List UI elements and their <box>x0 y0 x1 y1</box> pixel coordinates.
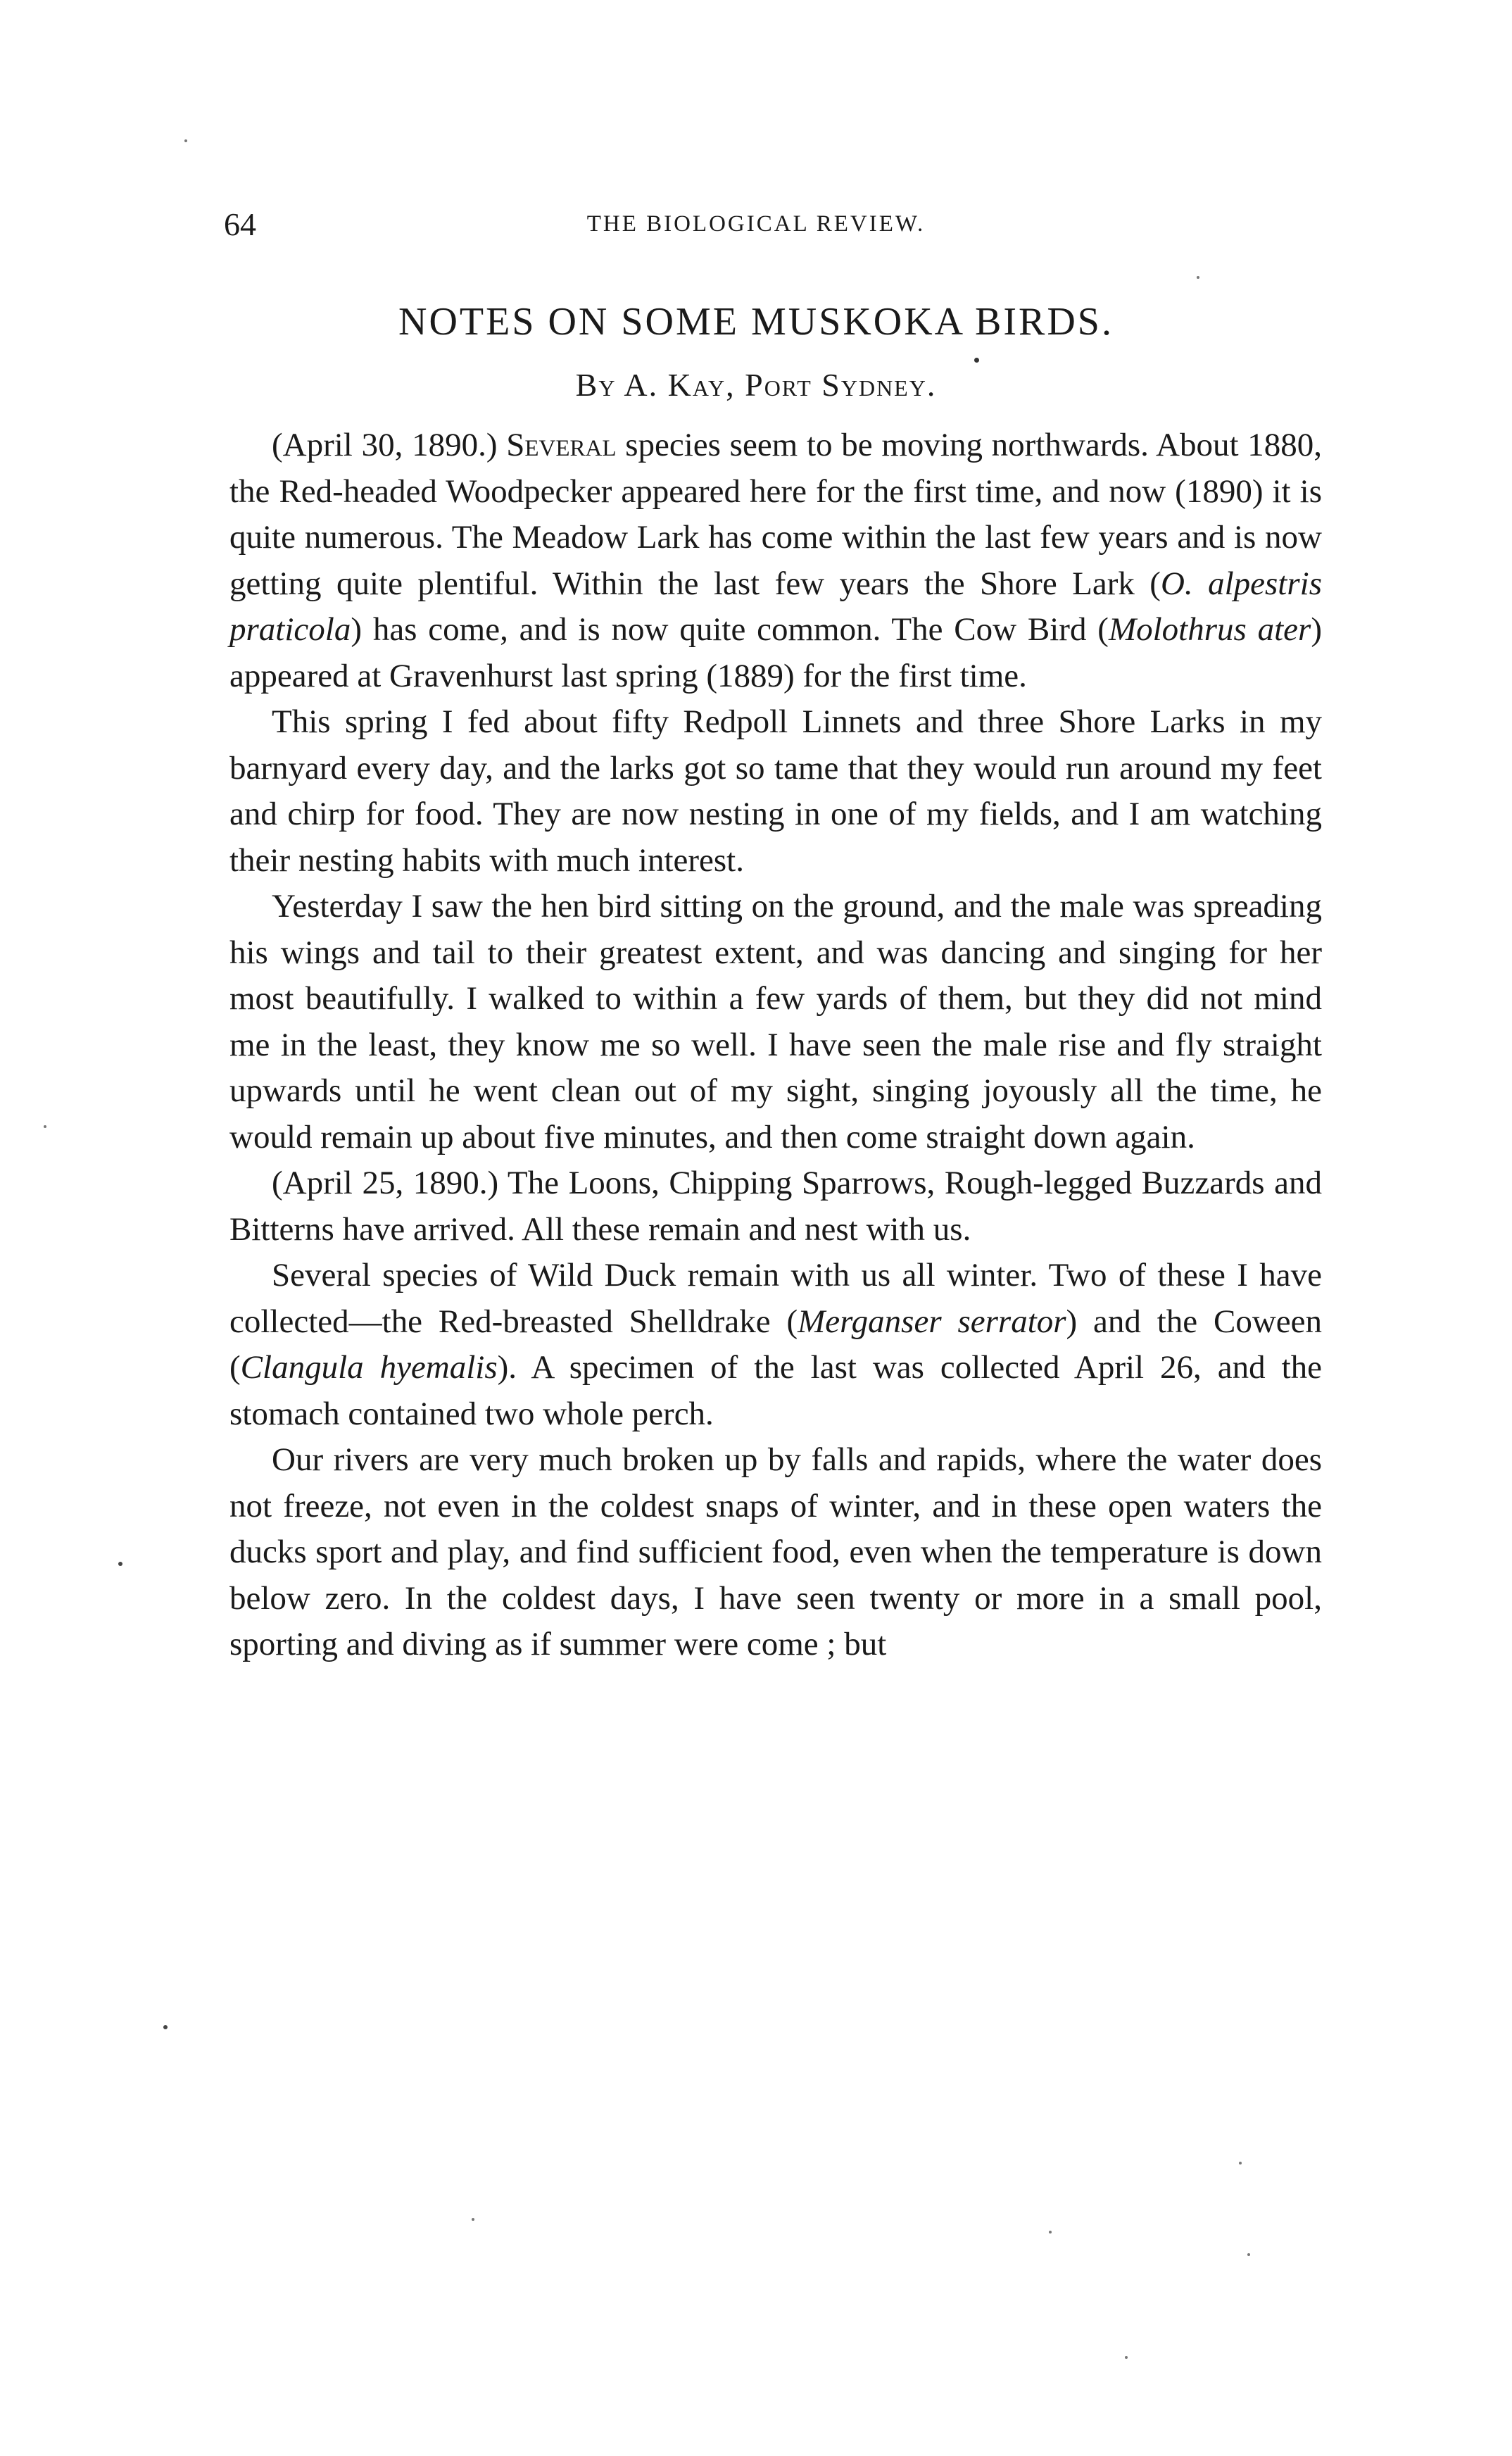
scan-speck <box>118 1562 122 1566</box>
scan-speck <box>1197 276 1199 279</box>
paragraph-6: Our rivers are very much broken up by falls and rapids, where the water does not freeze, not even in the coldest snaps of winter, and in these open waters the ducks sport and play, and find sufficient food, even when the temperature is down below zero. In the coldest days, I have seen twenty or more in a small pool, sporting and diving as if summer were come ; but <box>229 1441 1322 1662</box>
paragraph-text: species seem to be moving northwards. About 1880, the Red-headed Woodpecker appeared here for the first time, and now (1890) it is quite numerous. The Meadow Lark has come within the last few years and is now getting quite plentiful. Within the last few years the Shore Lark ( <box>229 427 1322 602</box>
scan-speck <box>1247 2253 1250 2256</box>
page-number: 64 <box>224 206 256 242</box>
paragraph-text: Several species of Wild Duck remain with us all winter. Two of these I have collected—the Red-breasted Shelldrake ( <box>229 1257 1322 1340</box>
article-title: NOTES ON SOME MUSKOKA BIRDS. <box>398 300 1114 344</box>
paragraph-5 <box>229 1253 1322 1437</box>
species-name: O. alpestris praticola <box>229 565 1322 648</box>
scan-speck <box>163 2025 168 2029</box>
paragraph-3: Yesterday I saw the hen bird sitting on the ground, and the male was spreading his wings and tail to their greatest extent, and was dancing and singing for her most beautifully. I walked to within a few yards of them, but they did not mind me in the least, they know me so well. I have seen the male rise and fly straight upwards until he went clean out of my sight, singing joyously all the time, he would remain up about five minutes, and then come straight down again. <box>229 888 1322 1155</box>
scan-speck <box>1125 2356 1128 2359</box>
paragraph-2: This spring I fed about fifty Redpoll Linnets and three Shore Larks in my barnyard every day, and the larks got so tame that they would run around my feet and chirp for food. They are now nesting in one of my fields, and I am watching their nesting habits with much interest. <box>229 703 1322 879</box>
scan-speck <box>44 1125 46 1128</box>
species-name: Molothrus ater <box>1108 611 1311 648</box>
scan-speck <box>974 358 979 363</box>
paragraph-text: ) and the Coween ( <box>229 1303 1322 1386</box>
species-name: Merganser serrator <box>798 1303 1066 1340</box>
scan-speck <box>1239 2162 1242 2164</box>
paragraph-text: ) has come, and is now quite common. The Cow Bird ( <box>351 611 1109 648</box>
scan-speck <box>1049 2231 1052 2233</box>
lead-word: Several <box>506 427 617 463</box>
article-body <box>229 422 1322 1668</box>
byline: By A. Kay, Port Sydney. <box>575 367 937 403</box>
paragraph-1 <box>229 422 1322 699</box>
scan-speck <box>184 139 187 142</box>
paragraph-text: ) appeared at Gravenhurst last spring (1889) for the first time. <box>229 611 1322 694</box>
running-head: THE BIOLOGICAL REVIEW. <box>586 211 926 237</box>
date-note: (April 30, 1890.) <box>272 427 507 463</box>
species-name: Clangula hyemalis <box>240 1349 498 1386</box>
scan-speck <box>472 2218 474 2221</box>
paragraph-4: (April 25, 1890.) The Loons, Chipping Sparrows, Rough-legged Buzzards and Bitterns have arrived. All these remain and nest with us. <box>229 1165 1322 1248</box>
paragraph-text: ). A specimen of the last was collected April 26, and the stomach contained two whole perch. <box>229 1349 1322 1432</box>
